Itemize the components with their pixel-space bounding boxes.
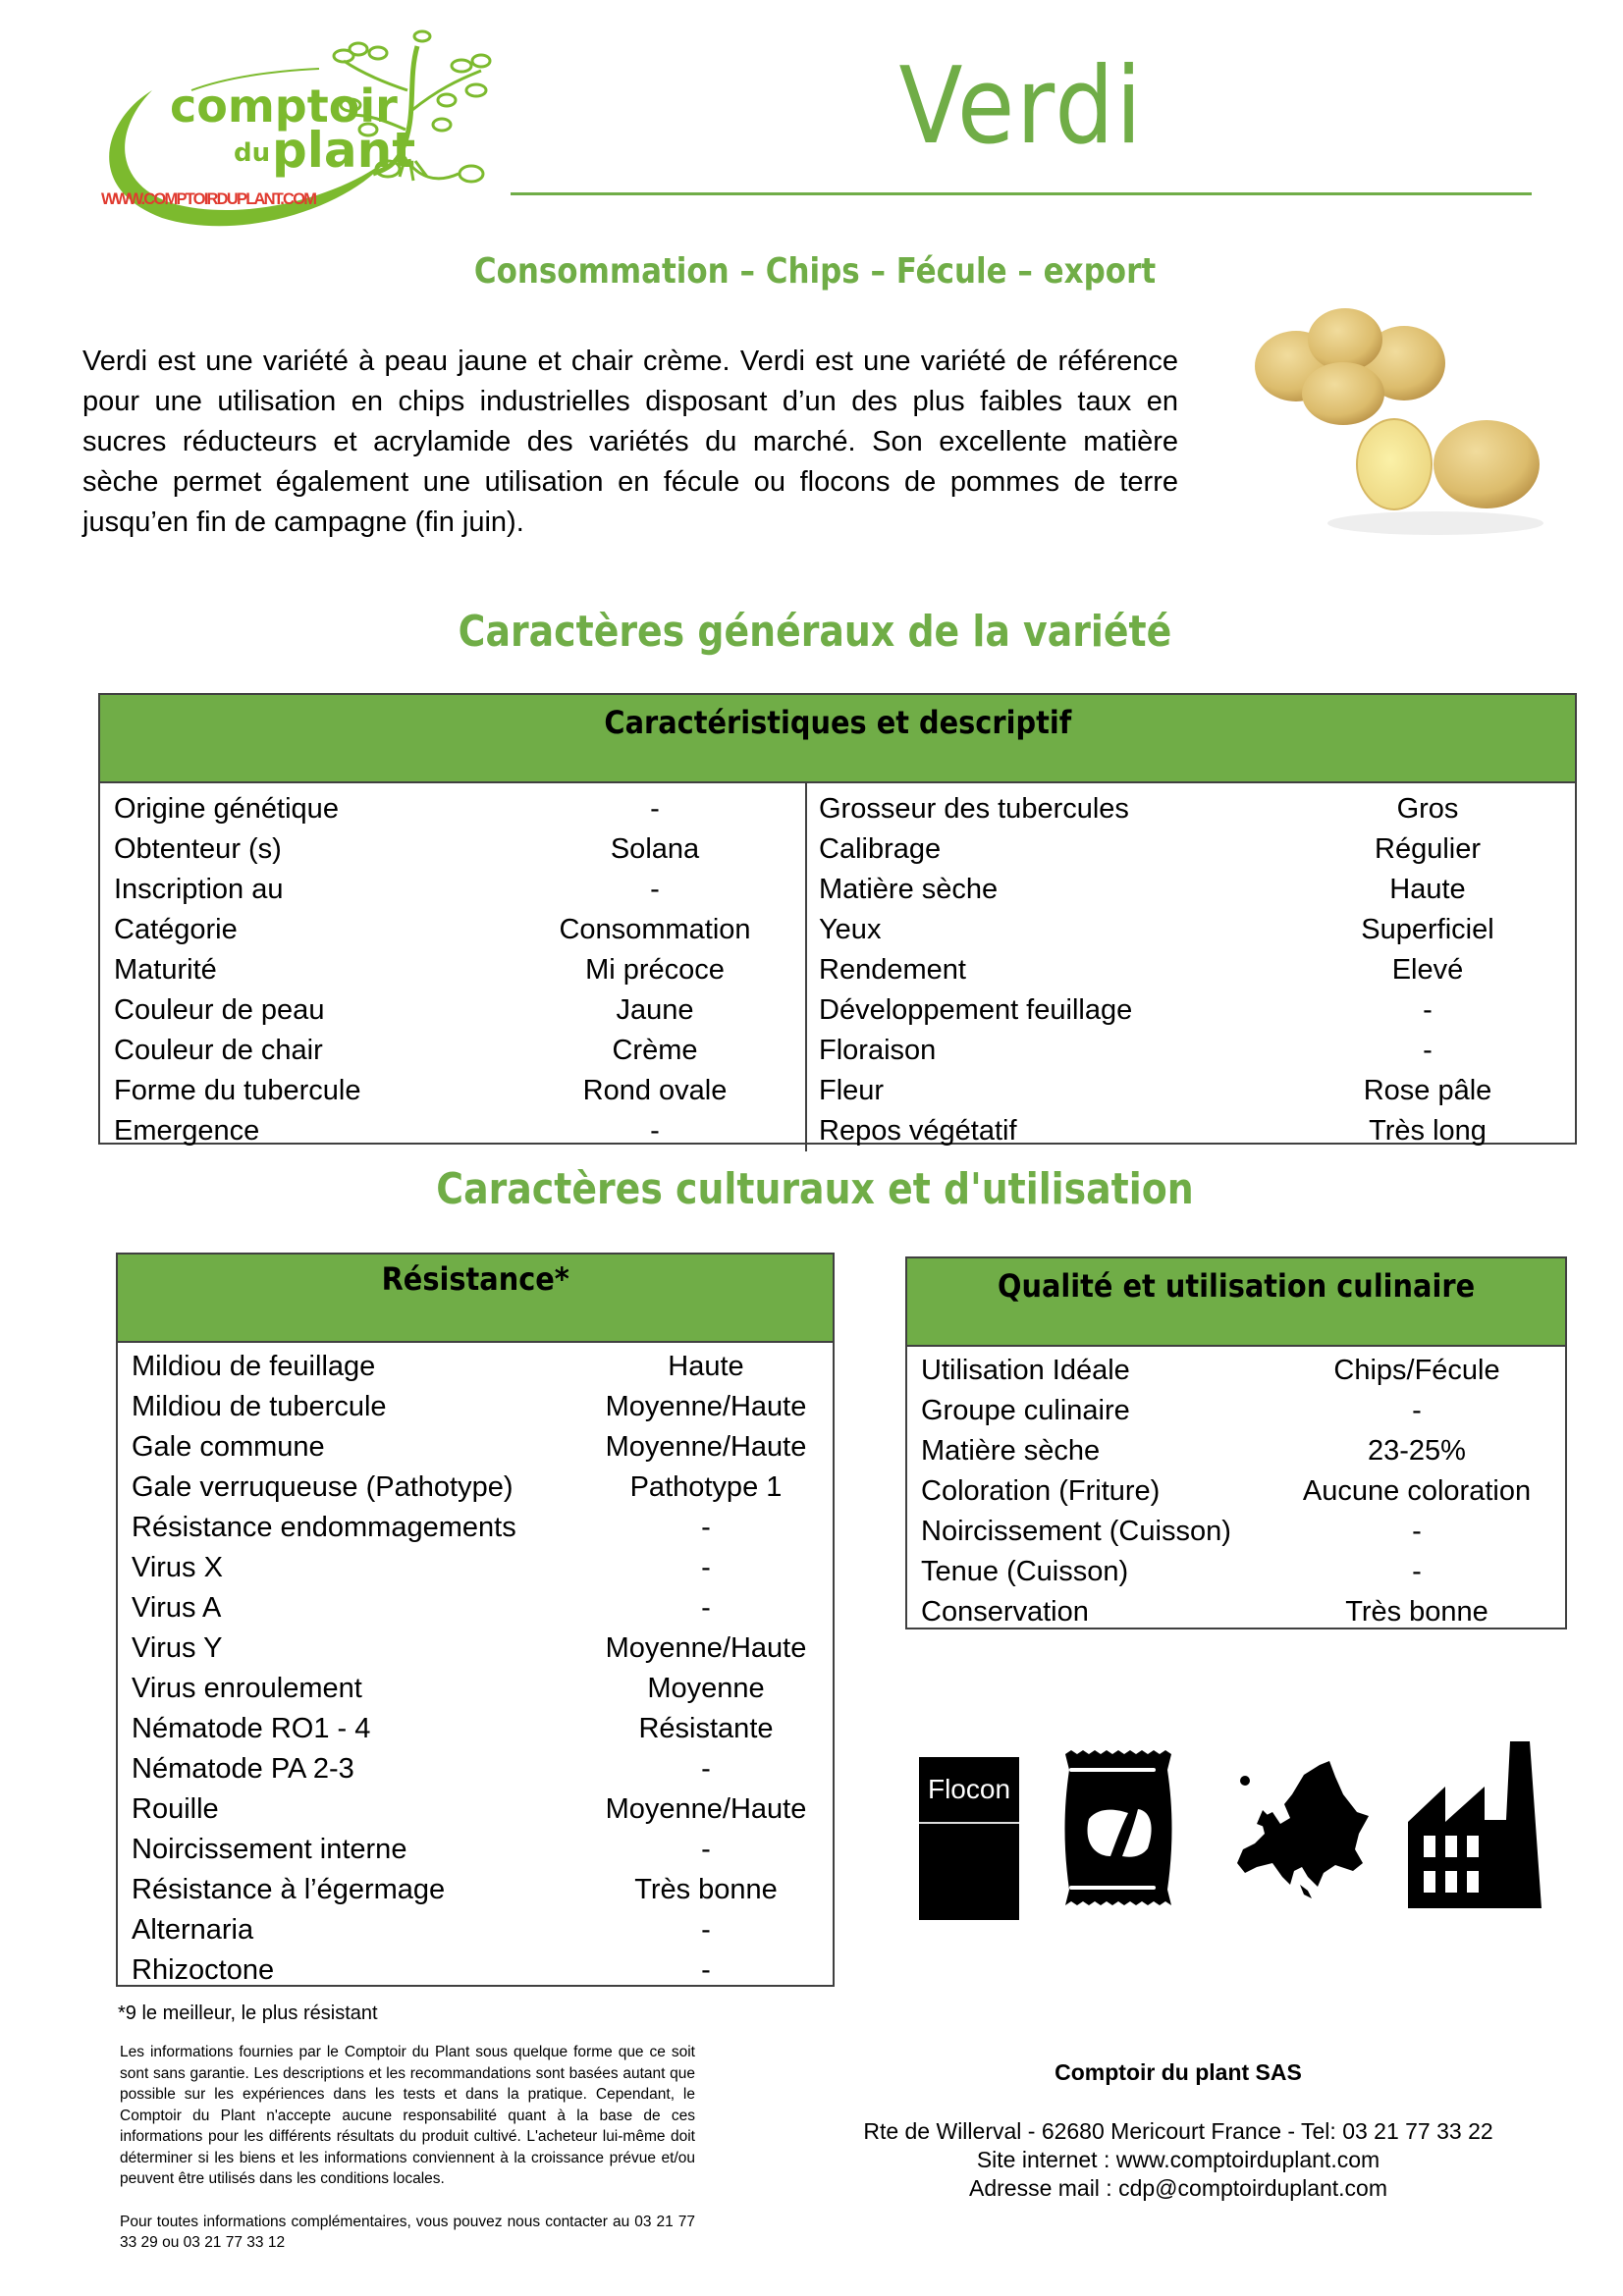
- characteristics-left-column: [100, 783, 807, 1151]
- europe-map-icon: [1233, 1755, 1373, 1900]
- table-row: Repos végétatif Très long: [819, 1115, 1487, 1147]
- table-row: Calibrage Régulier: [819, 833, 1481, 865]
- company-address: Rte de Willerval - 62680 Mericourt France - Tel: 03 21 77 33 22: [863, 2118, 1493, 2144]
- table-row: Couleur de chair Crème: [114, 1035, 698, 1066]
- section-cultural-title: Caractères culturaux et d'utilisation: [436, 1164, 1194, 1214]
- table-row: Matière sèche Haute: [819, 874, 1466, 905]
- factory-icon: [1408, 1741, 1542, 1908]
- variety-description: Verdi est une variété à peau jaune et chair crème. Verdi est une variété de référence pour une utilisation en chips industrielles disposant d’un des plus faibles taux en sucres réducteurs et acrylamide des variétés du marché. Son excellente matière sèche permet également une utilisation en fécule ou flocons de pommes de terre jusqu’en fin de campagne (fin juin).: [82, 346, 1178, 538]
- table-row: Développement feuillage -: [819, 994, 1433, 1026]
- table-row: Fleur Rose pâle: [819, 1075, 1492, 1106]
- characteristics-table-header: Caractéristiques et descriptif: [100, 695, 1575, 783]
- flocon-icon: Flocon: [919, 1757, 1019, 1920]
- table-row: Obtenteur (s) Solana: [114, 833, 700, 865]
- table-row: Maturité Mi précoce: [114, 954, 725, 986]
- table-row: Rhizoctone -: [132, 1954, 711, 1986]
- resistance-footnote: *9 le meilleur, le plus résistant: [118, 2002, 378, 2024]
- table-row: Gale verruqueuse (Pathotype) Pathotype 1: [132, 1471, 783, 1503]
- resistance-table-header: Résistance*: [118, 1255, 833, 1343]
- usage-subtitle: Consommation – Chips – Fécule – export: [473, 251, 1157, 292]
- disclaimer: [120, 2042, 695, 2275]
- table-row: Conservation Très bonne: [921, 1596, 1488, 1628]
- variety-title: Verdi: [898, 45, 1144, 168]
- potato-photo: [1239, 302, 1551, 546]
- company-logo: [93, 22, 506, 247]
- section-general-title: Caractères généraux de la variété: [458, 607, 1172, 657]
- table-row: Virus Y Moyenne/Haute: [132, 1632, 807, 1664]
- table-row: Couleur de peau Jaune: [114, 994, 694, 1026]
- table-row: Résistance à l’égermage Très bonne: [132, 1874, 778, 1905]
- table-row: Groupe culinaire -: [921, 1395, 1422, 1426]
- table-row: Grosseur des tubercules Gros: [819, 793, 1459, 825]
- characteristics-right-column: [807, 783, 1575, 1151]
- table-row: Rendement Elevé: [819, 954, 1464, 986]
- table-row: Coloration (Friture) Aucune coloration: [921, 1475, 1532, 1507]
- table-row: Nématode RO1 - 4 Résistante: [132, 1713, 774, 1744]
- company-contact: [825, 2059, 1532, 2203]
- table-row: Mildiou de tubercule Moyenne/Haute: [132, 1391, 807, 1422]
- table-row: Emergence -: [114, 1115, 660, 1147]
- table-row: Utilisation Idéale Chips/Fécule: [921, 1355, 1500, 1386]
- table-row: Inscription au -: [114, 874, 660, 905]
- characteristics-table: [98, 693, 1577, 1145]
- company-name: Comptoir du plant SAS: [1055, 2059, 1302, 2085]
- table-row: Tenue (Cuisson) -: [921, 1556, 1422, 1587]
- table-row: Virus X -: [132, 1552, 711, 1583]
- svg-text:WWW.COMPTOIRDUPLANT.COM: WWW.COMPTOIRDUPLANT.COM: [101, 190, 317, 208]
- table-row: Nématode PA 2-3 -: [132, 1753, 711, 1785]
- culinary-quality-table-header: Qualité et utilisation culinaire: [907, 1258, 1565, 1347]
- svg-text:du: du: [234, 138, 271, 168]
- table-row: Catégorie Consommation: [114, 914, 751, 945]
- chips-bag-icon: [1061, 1750, 1175, 1909]
- table-row: Matière sèche 23-25%: [921, 1435, 1466, 1467]
- company-website: Site internet : www.comptoirduplant.com: [976, 2147, 1380, 2172]
- table-row: Noircissement (Cuisson) -: [921, 1516, 1422, 1547]
- table-row: Alternaria -: [132, 1914, 711, 1946]
- disclaimer-text: Les informations fournies par le Comptoir du Plant sous quelque forme que ce soit sont sans garantie. Les descriptions et les recommandations sont basées autant que possible sur les expériences dans les tests et dans la pratique. Cependant, le Comptoir du Plant n'accepte aucune responsabilité quant à la base de ces informations pour les différents résultats du produit cultivé. L'acheteur lui-même doit déterminer si les biens et les informations conviennent à la croissance prévue et/ou peuvent être utilisés dans les conditions locales.: [120, 2044, 695, 2187]
- table-row: Mildiou de feuillage Haute: [132, 1351, 744, 1382]
- resistance-table: [116, 1253, 835, 1987]
- table-row: Noircissement interne -: [132, 1834, 711, 1865]
- table-row: Virus enroulement Moyenne: [132, 1673, 765, 1704]
- logo-plant-icon: [93, 22, 506, 247]
- contact-note: Pour toutes informations complémentaires, vous pouvez nous contacter au 03 21 77 33 29 ou 03 21 77 33 12: [120, 2213, 695, 2251]
- svg-text:comptoir: comptoir: [170, 80, 398, 133]
- table-row: Forme du tubercule Rond ovale: [114, 1075, 728, 1106]
- svg-text:plant: plant: [272, 122, 416, 179]
- table-row: Floraison -: [819, 1035, 1433, 1066]
- table-row: Gale commune Moyenne/Haute: [132, 1431, 807, 1463]
- table-row: Rouille Moyenne/Haute: [132, 1793, 807, 1825]
- table-row: Origine génétique -: [114, 793, 660, 825]
- table-row: Résistance endommagements -: [132, 1512, 711, 1543]
- culinary-quality-table: [905, 1256, 1567, 1629]
- company-email: Adresse mail : cdp@comptoirduplant.com: [968, 2175, 1388, 2201]
- table-row: Virus A -: [132, 1592, 711, 1624]
- title-divider: [511, 192, 1532, 195]
- table-row: Yeux Superficiel: [819, 914, 1494, 945]
